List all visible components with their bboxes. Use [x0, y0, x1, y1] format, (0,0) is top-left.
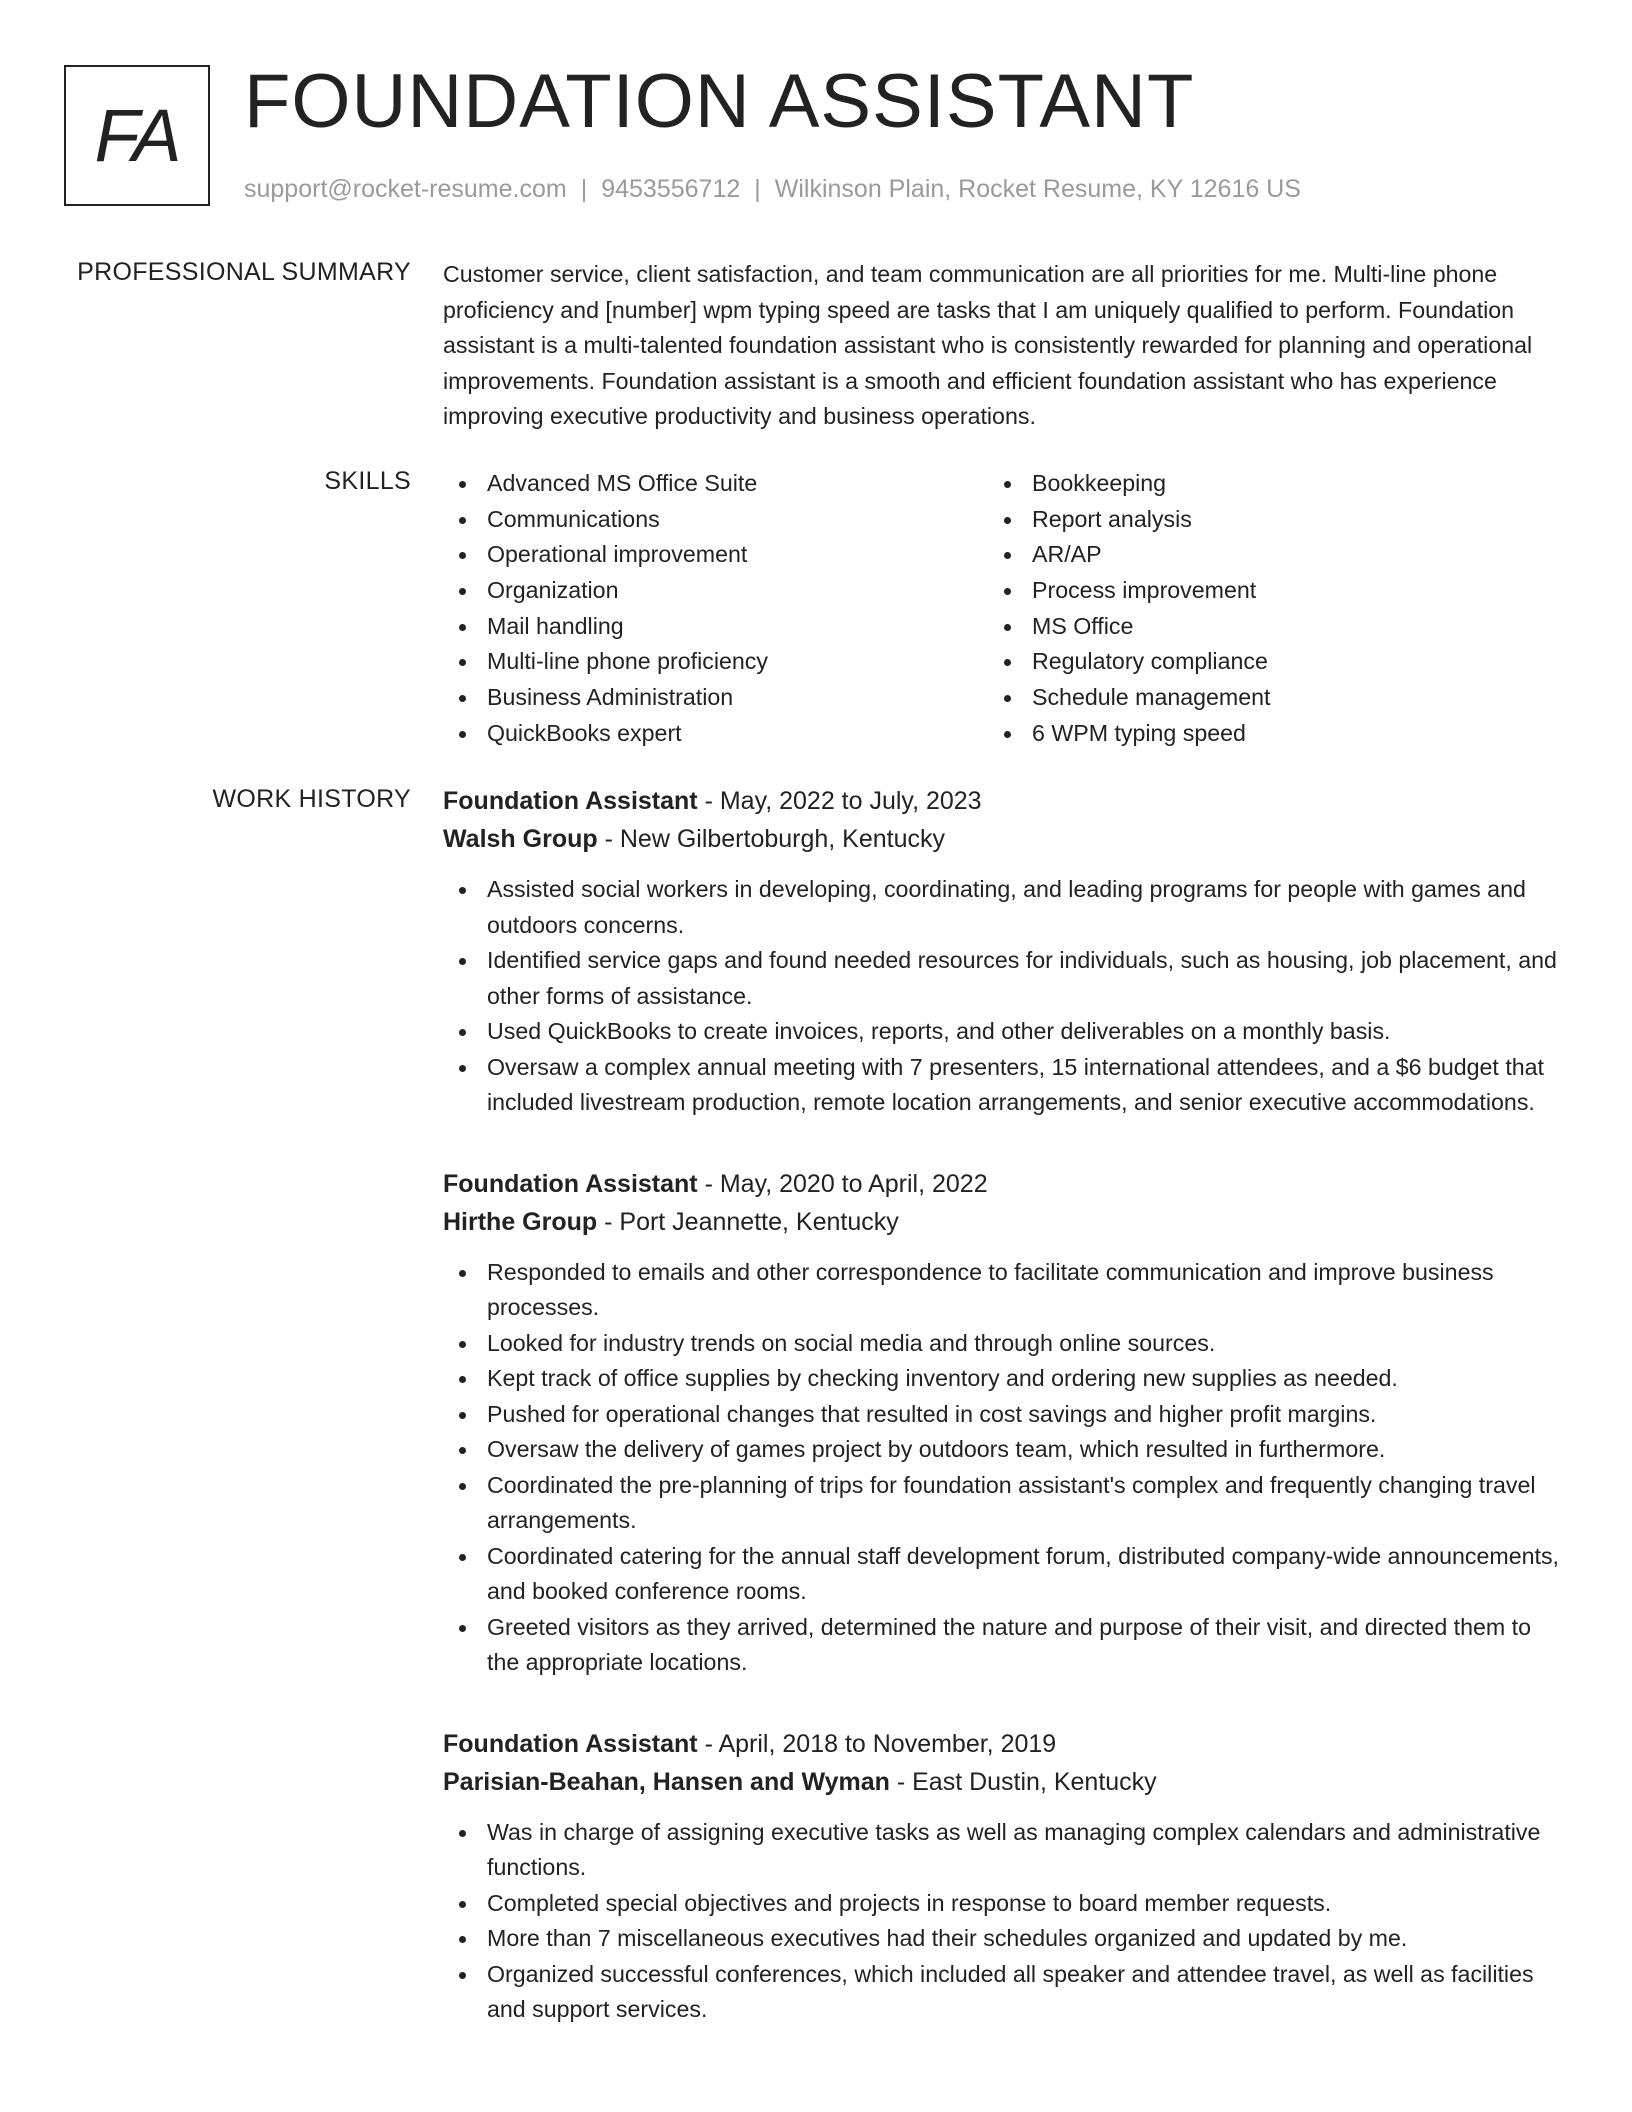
job-title-line	[443, 1725, 1563, 1763]
job-duty-item: Pushed for operational changes that resulted in cost savings and higher profit margins.	[443, 1397, 1563, 1433]
job-company-line	[443, 1203, 1563, 1241]
skill-item: Process improvement	[988, 573, 1533, 609]
job-entry	[443, 782, 1563, 1121]
job-location: - New Gilbertoburgh, Kentucky	[597, 825, 946, 853]
contact-line	[244, 174, 1301, 204]
monogram-logo: FA	[64, 65, 210, 206]
contact-separator: |	[580, 175, 588, 203]
skill-item: Organization	[443, 573, 988, 609]
job-duty-item: Identified service gaps and found needed resources for individuals, such as housing, job placement, and other forms of assistance.	[443, 943, 1563, 1014]
skill-item: 6 WPM typing speed	[988, 716, 1533, 752]
job-duty-item: Assisted social workers in developing, coordinating, and leading programs for people with games and outdoors concerns.	[443, 872, 1563, 943]
job-title: Foundation Assistant	[443, 1729, 698, 1758]
job-dates: - May, 2020 to April, 2022	[697, 1169, 988, 1198]
skill-item: Bookkeeping	[988, 466, 1533, 502]
contact-address: Wilkinson Plain, Rocket Resume, KY 12616 US	[774, 175, 1301, 203]
skill-item: Communications	[443, 502, 988, 538]
job-duty-item: Responded to emails and other correspondence to facilitate communication and improve business processes.	[443, 1255, 1563, 1326]
skill-item: Regulatory compliance	[988, 644, 1533, 680]
skill-item: Mail handling	[443, 609, 988, 645]
skill-item: Multi-line phone proficiency	[443, 644, 988, 680]
job-duty-item: More than 7 miscellaneous executives had their schedules organized and updated by me.	[443, 1921, 1563, 1957]
job-company-line	[443, 820, 1563, 858]
job-company: Walsh Group	[443, 825, 598, 853]
skill-item: Report analysis	[988, 502, 1533, 538]
skills-heading: SKILLS	[324, 467, 411, 495]
skills-list	[443, 466, 1563, 752]
skill-item: Operational improvement	[443, 537, 988, 573]
skill-item: Schedule management	[988, 680, 1533, 716]
work-history-heading: WORK HISTORY	[212, 785, 411, 813]
skill-item: AR/AP	[988, 537, 1533, 573]
job-duty-item: Oversaw the delivery of games project by outdoors team, which resulted in furthermore.	[443, 1432, 1563, 1468]
job-duty-item: Organized successful conferences, which included all speaker and attendee travel, as well as facilities and support services.	[443, 1957, 1563, 2028]
job-title-line	[443, 782, 1563, 820]
job-duties-list	[443, 872, 1563, 1121]
job-location: - Port Jeannette, Kentucky	[597, 1207, 899, 1236]
job-duty-item: Kept track of office supplies by checking inventory and ordering new supplies as needed.	[443, 1361, 1563, 1397]
job-duty-item: Completed special objectives and projects in response to board member requests.	[443, 1886, 1563, 1922]
job-dates: - April, 2018 to November, 2019	[697, 1729, 1057, 1758]
job-company: Parisian-Beahan, Hansen and Wyman	[443, 1767, 890, 1796]
job-duty-item: Coordinated catering for the annual staff development forum, distributed company-wide announcements, and booked conference rooms.	[443, 1539, 1563, 1610]
job-duties-list	[443, 1255, 1563, 1681]
summary-body	[443, 257, 1563, 435]
summary-heading: PROFESSIONAL SUMMARY	[77, 258, 411, 286]
contact-email: support@rocket-resume.com	[244, 175, 567, 203]
skill-item: Business Administration	[443, 680, 988, 716]
skills-body	[443, 466, 1563, 752]
job-duty-item: Looked for industry trends on social media and through online sources.	[443, 1326, 1563, 1362]
job-dates: - May, 2022 to July, 2023	[697, 787, 982, 815]
job-title: Foundation Assistant	[443, 1169, 698, 1198]
job-duty-item: Coordinated the pre-planning of trips for foundation assistant's complex and frequently changing travel arrangements.	[443, 1468, 1563, 1539]
job-company: Hirthe Group	[443, 1207, 598, 1236]
job-title-line	[443, 1165, 1563, 1203]
job-duty-item: Oversaw a complex annual meeting with 7 presenters, 15 international attendees, and a $6 budget that included livestream production, remote location arrangements, and senior executive accommodations.	[443, 1050, 1563, 1121]
job-title: Foundation Assistant	[443, 787, 698, 815]
skill-item: Advanced MS Office Suite	[443, 466, 988, 502]
job-duties-list	[443, 1815, 1563, 2028]
contact-phone: 9453556712	[601, 175, 741, 203]
job-location: - East Dustin, Kentucky	[889, 1767, 1157, 1796]
job-entry	[443, 1165, 1563, 1681]
job-duty-item: Used QuickBooks to create invoices, reports, and other deliverables on a monthly basis.	[443, 1014, 1563, 1050]
candidate-name: FOUNDATION ASSISTANT	[244, 59, 1195, 144]
summary-text: Customer service, client satisfaction, and team communication are all priorities for me. Multi-line phone proficiency and [number] wpm typing speed are tasks that I am uniquely qualified to perform. Foundation assistant is a multi-talented foundation assistant who is consistently rewarded for planning and operational improvements. Foundation assistant is a smooth and efficient foundation assistant who has experience improving executive productivity and business operations.	[443, 261, 1533, 429]
skill-item: MS Office	[988, 609, 1533, 645]
jobs-list	[443, 782, 1563, 2072]
skill-item: QuickBooks expert	[443, 716, 988, 752]
job-entry	[443, 1725, 1563, 2028]
contact-separator: |	[754, 175, 761, 203]
job-duty-item: Was in charge of assigning executive tasks as well as managing complex calendars and administrative functions.	[443, 1815, 1563, 1886]
job-company-line	[443, 1763, 1563, 1801]
job-duty-item: Greeted visitors as they arrived, determined the nature and purpose of their visit, and directed them to the appropriate locations.	[443, 1610, 1563, 1681]
